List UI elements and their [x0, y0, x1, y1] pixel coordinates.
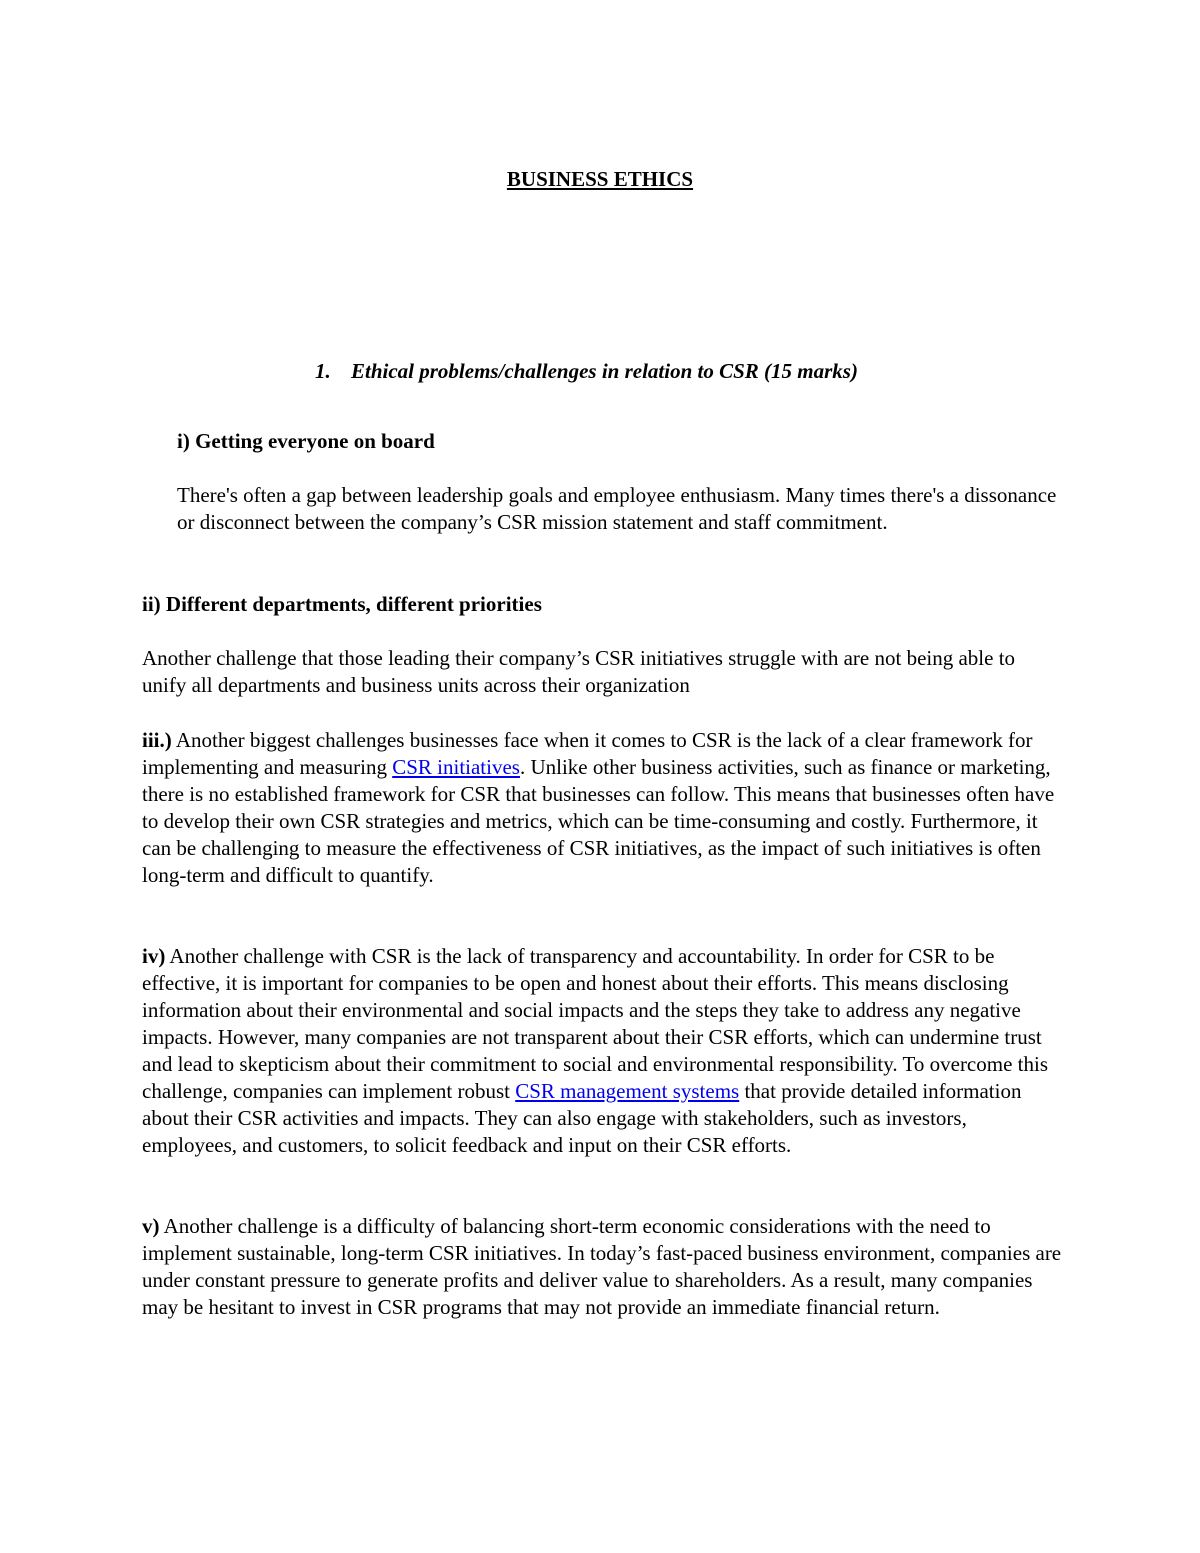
item-5-label: v) [142, 1214, 160, 1238]
csr-management-systems-link[interactable]: CSR management systems [515, 1079, 740, 1103]
item-4-text-after: that provide detailed information about their CSR activities and impacts. They can also engage with stakeholders, such as investors, employees, and customers, to solicit feedback and input on their CSR efforts. [142, 1079, 1022, 1157]
item-5-text: Another challenge is a difficulty of balancing short-term economic considerations with the need to implement sustainable, long-term CSR initiatives. In today’s fast-paced business environment, companies are under constant pressure to generate profits and deliver value to shareholders. As a result, many companies may be hesitant to invest in CSR programs that may not provide an immediate financial return. [142, 1214, 1062, 1319]
item-5-paragraph [142, 1213, 1062, 1321]
section-heading-text: Ethical problems/challenges in relation to CSR (15 marks) [351, 359, 858, 383]
item-4-text-before: Another challenge with CSR is the lack of transparency and accountability. In order for CSR to be effective, it is important for companies to be open and honest about their efforts. This means disclosing information about their environmental and social impacts and the steps they take to address any negative impacts. However, many companies are not transparent about their CSR efforts, which can undermine trust and lead to skepticism about their commitment to social and environmental responsibility. To overcome this challenge, companies can implement robust [142, 944, 1049, 1103]
item-4-paragraph [142, 943, 1062, 1159]
item-2-heading: ii) Different departments, different priorities [142, 592, 542, 616]
item-1-heading: i) Getting everyone on board [177, 429, 435, 453]
csr-initiatives-link[interactable]: CSR initiatives [392, 755, 520, 779]
item-2-paragraph: Another challenge that those leading their company’s CSR initiatives struggle with are not being able to unify all departments and business units across their organization [142, 646, 1016, 697]
document-title: BUSINESS ETHICS [506, 167, 694, 191]
section-heading [315, 358, 858, 385]
item-3-text-before: Another biggest challenges businesses face when it comes to CSR is the lack of a clear framework for implementing and measuring [142, 728, 1033, 779]
section-number: 1. [315, 359, 331, 383]
item-3-label: iii.) [142, 728, 172, 752]
item-4-label: iv) [142, 944, 166, 968]
item-3-text-after: . Unlike other business activities, such as finance or marketing, there is no established framework for CSR that businesses can follow. This means that businesses often have to develop their own CSR strategies and metrics, which can be time-consuming and costly. Furthermore, it can be challenging to measure the effectiveness of CSR initiatives, as the impact of such initiatives is often long-term and difficult to quantify. [142, 755, 1055, 887]
item-3-paragraph [142, 727, 1062, 889]
item-1-paragraph: There's often a gap between leadership goals and employee enthusiasm. Many times there's a dissonance or disconnect between the company’s CSR mission statement and staff commitment. [177, 483, 1057, 534]
